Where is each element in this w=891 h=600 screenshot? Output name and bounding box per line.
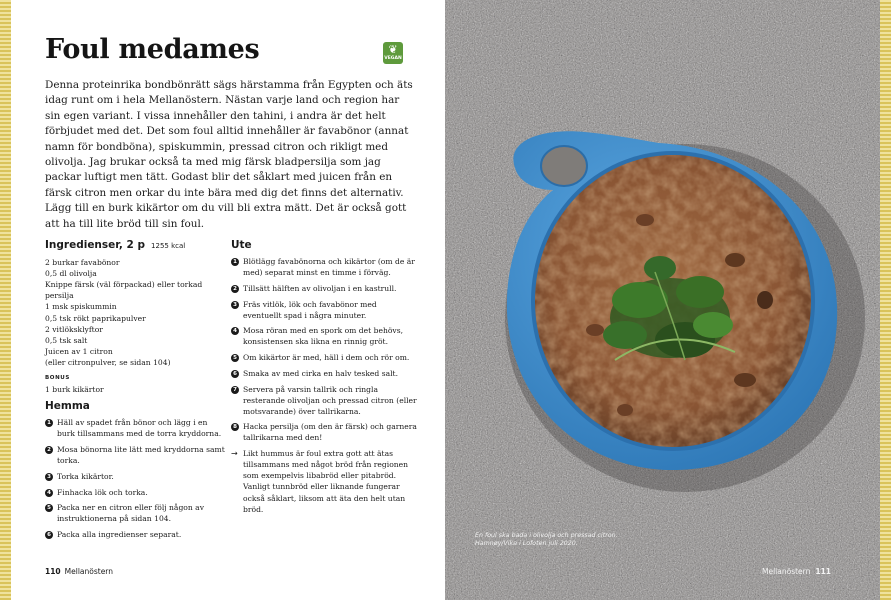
- bowl-photo-illustration: [445, 0, 880, 600]
- bean: [586, 324, 604, 336]
- left-page: [11, 0, 445, 600]
- bean: [636, 214, 654, 226]
- ute-heading: Ute: [231, 239, 252, 251]
- ingredient-item: (eller citronpulver, se sidan 104): [45, 357, 171, 367]
- ingredient-item: 1 msk spiskummin: [45, 302, 117, 312]
- bean: [725, 253, 745, 267]
- kcal-label: 1255 kcal: [151, 242, 186, 250]
- hemma-step: [45, 417, 225, 439]
- leaf-icon: ❦: [388, 43, 398, 56]
- ingredients-heading: [45, 240, 225, 252]
- step-text: Hacka persilja (om den är färsk) och garnera tallrikarna med den!: [243, 422, 417, 443]
- ingredient-item: 2 vitlöksklyftor: [45, 324, 103, 334]
- bonus-item: 1 burk kikärtor: [45, 385, 104, 395]
- page-number: 111: [815, 567, 832, 576]
- left-footer: [45, 567, 113, 576]
- ute-steps: [231, 256, 417, 515]
- step-text: Om kikärtor är med, häll i dem och rör om.: [243, 353, 410, 363]
- step-text: Fräs vitlök, lök och favabönor med eventuellt spad i några minuter.: [243, 299, 377, 320]
- ingredient-item: 2 burkar favabönor: [45, 258, 120, 268]
- hemma-step: [45, 529, 225, 540]
- hemma-heading: Hemma: [45, 400, 90, 413]
- tip-item: [231, 448, 417, 515]
- ute-step: [231, 384, 417, 417]
- step-text: Torka kikärtor.: [57, 471, 114, 481]
- hemma-step: [45, 502, 225, 524]
- ingredient-item: 0,5 tsk salt: [45, 335, 88, 345]
- step-text: Finhacka lök och torka.: [57, 487, 148, 497]
- vegan-badge: [383, 42, 403, 64]
- bean: [617, 404, 633, 416]
- step-text: Servera på varsin tallrik och ringla resterande olivoljan och pressad citron (eller motsvarande) över tallrikarna.: [243, 384, 417, 416]
- step-text: Packa ner en citron eller följ någon av instruktionerna på sidan 104.: [57, 503, 204, 524]
- step-number-badge: 2: [45, 446, 53, 454]
- step-number-badge: 6: [45, 531, 53, 539]
- food-photo: [445, 0, 880, 600]
- step-number-badge: 1: [231, 258, 239, 266]
- step-text: Blötlägg favabönorna och kikärtor (om de är med) separat minst en timme i förväg.: [243, 257, 415, 278]
- right-column: [231, 240, 417, 519]
- ingredients-heading-text: Ingredienser, 2 p: [45, 239, 146, 251]
- bonus-label: BONUS: [45, 375, 70, 382]
- ingredient-item: 0,5 tsk rökt paprikapulver: [45, 313, 146, 323]
- page-edge-right: [880, 0, 891, 600]
- bean: [757, 291, 773, 309]
- step-number-badge: 6: [231, 370, 239, 378]
- hemma-step: [45, 471, 225, 482]
- hemma-steps: [45, 417, 225, 540]
- ingredient-item: Knippe färsk (väl förpackad) eller torkad persilja: [45, 280, 203, 301]
- step-text: Häll av spadet från bönor och lägg i en burk tillsammans med de torra kryddorna.: [57, 418, 222, 439]
- step-number-badge: 5: [45, 504, 53, 512]
- page-edge-left: [0, 0, 11, 600]
- step-text: Mosa bönorna lite lätt med kryddorna samt torka.: [57, 445, 225, 466]
- hemma-step: [45, 487, 225, 498]
- section-name: Mellanöstern: [762, 567, 811, 576]
- step-number-badge: 2: [231, 285, 239, 293]
- step-number-badge: 4: [45, 489, 53, 497]
- bean: [734, 373, 756, 387]
- step-number-badge: 5: [231, 354, 239, 362]
- step-text: Tillsätt hälften av olivoljan i en kastrull.: [243, 283, 397, 293]
- step-text: Mosa röran med en spork om det behövs, konsistensen ska likna en rinnig gröt.: [243, 326, 404, 347]
- step-number-badge: 3: [231, 301, 239, 309]
- vegan-badge-label: VEGAN: [384, 56, 402, 61]
- ingredient-item: Juicen av 1 citron: [45, 346, 113, 356]
- step-number-badge: 7: [231, 386, 239, 394]
- ute-step: [231, 256, 417, 278]
- hemma-step: [45, 444, 225, 466]
- ute-step: [231, 325, 417, 347]
- page-number: 110: [45, 567, 61, 576]
- tip-text: Likt hummus är foul extra gott att ätas tillsammans med något bröd från regionen som exempelvis libabröd eller pitabröd. Vanligt tunnbröd eller liknande fungerar också såklart, liksom att äta den helt utan bröd.: [243, 449, 409, 514]
- photo-caption: En foul ska bada i olivolja och pressad citron. Hamnøy/Vika i Lofoten juli 2020.: [475, 532, 618, 548]
- left-column: [45, 240, 225, 545]
- right-footer: [762, 567, 831, 576]
- step-number-badge: 4: [231, 327, 239, 335]
- step-number-badge: 1: [45, 419, 53, 427]
- ute-step: [231, 368, 417, 379]
- ute-step: [231, 352, 417, 363]
- step-text: Packa alla ingredienser separat.: [57, 530, 182, 540]
- arrow-right-icon: →: [231, 449, 238, 459]
- ute-step: [231, 283, 417, 294]
- ute-step: [231, 421, 417, 443]
- recipe-title: Foul medames: [45, 34, 260, 65]
- ingredient-list: [45, 257, 225, 368]
- section-name: Mellanöstern: [64, 567, 114, 576]
- ingredient-item: 0,5 dl olivolja: [45, 269, 97, 279]
- intro-paragraph: Denna proteinrika bondbönrätt sägs härstamma från Egypten och äts idag runt om i hela Mellanöstern. Nästan varje land och region har sin egen variant. I vissa innehåller den tahini, i andra är det helt förbjudet med det. Det som foul alltid innehåller är favabönor (annat namn för bondböna), spiskummin, pressad citron och rikligt med olivolja. Jag brukar också ta med mig färsk bladpersilja som jag packar luftigt men tätt. Godast blir det såklart med juicen från en färsk citron men orkar du inte bära med dig det finns det alternativ. Lägg till en burk kikärtor om du vill bli extra mätt. Det är också gott att ha till lite bröd till sin foul.: [45, 79, 413, 230]
- ute-step: [231, 299, 417, 321]
- step-number-badge: 8: [231, 423, 239, 431]
- step-text: Smaka av med cirka en halv tesked salt.: [243, 368, 399, 378]
- step-number-badge: 3: [45, 473, 53, 481]
